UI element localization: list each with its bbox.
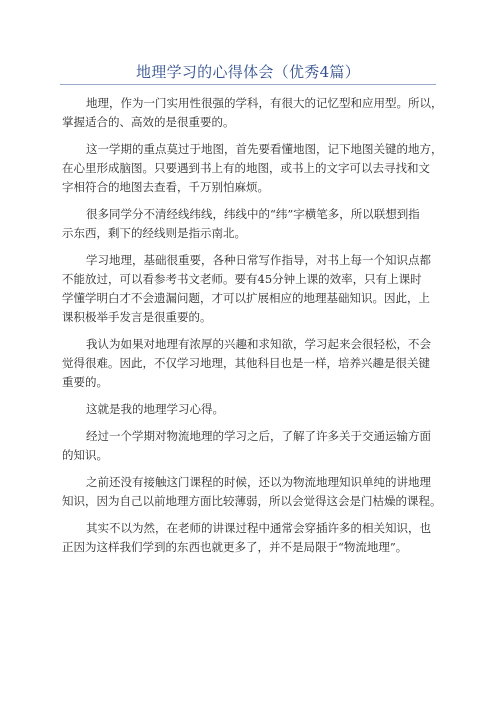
paragraph-4 — [62, 251, 442, 327]
paragraph-line: 正因为这样我们学到的东西也就更多了，并不是局限于“物流地理”。 — [62, 540, 408, 554]
paragraph-line: 知识，因为自己以前地理方面比较薄弱，所以会觉得这会是门枯燥的课程。 — [62, 494, 442, 508]
document-title: 地理学习的心得体会（优秀4篇） — [135, 63, 361, 81]
paragraph-line: 在心里形成脑图。只要遇到书上有的地图，或书上的文字可以去寻找和文 — [62, 161, 430, 175]
paragraph-5 — [62, 335, 442, 392]
paragraph-line: 之前还没有接触这门课程的时候，还以为物流地理知识单纯的讲地理 — [86, 475, 431, 489]
paragraph-7 — [62, 427, 442, 465]
paragraph-line: 不能放过，可以看参考书文老师。要有45分钟上课的效率，只有上课时 — [62, 272, 422, 286]
paragraph-9 — [62, 519, 442, 557]
paragraph-line: 很多同学分不清经线纬线，纬线中的“纬”字横笔多，所以联想到指 — [86, 207, 420, 221]
document-body — [62, 94, 442, 565]
paragraph-line: 示东西，剩下的经线则是指示南北。 — [62, 226, 246, 240]
paragraph-line: 经过一个学期对物流地理的学习之后，了解了许多关于交通运输方面 — [86, 429, 431, 443]
paragraph-6 — [62, 400, 442, 419]
paragraph-2 — [62, 140, 442, 197]
paragraph-line: 的知识。 — [62, 448, 108, 462]
paragraph-line: 字相符合的地图去查看，千万别怕麻烦。 — [62, 180, 269, 194]
paragraph-1 — [62, 94, 442, 132]
paragraph-line: 学习地理，基础很重要，各种日常写作指导，对书上每一个知识点都 — [86, 253, 431, 267]
paragraph-line: 掌握适合的、高效的是很重要的。 — [62, 115, 235, 129]
paragraph-line: 我认为如果对地理有浓厚的兴趣和求知欲，学习起来会很轻松，不会 — [86, 337, 431, 351]
paragraph-line: 地理，作为一门实用性很强的学科，有很大的记忆型和应用型。所以， — [86, 96, 443, 110]
paragraph-line: 这就是我的地理学习心得。 — [86, 402, 224, 416]
paragraph-line: 重要的。 — [62, 375, 108, 389]
paragraph-line: 觉得很难。因此，不仅学习地理，其他科目也是一样，培养兴趣是很关键 — [62, 356, 430, 370]
paragraph-line: 学懂学明白才不会遗漏问题，才可以扩展相应的地理基础知识。因此，上 — [62, 291, 430, 305]
paragraph-line: 课积极举手发言是很重要的。 — [62, 310, 212, 324]
paragraph-8 — [62, 473, 442, 511]
paragraph-line: 这一学期的重点莫过于地图，首先要看懂地图，记下地图关键的地方， — [86, 142, 443, 156]
paragraph-3 — [62, 205, 442, 243]
title-underline — [60, 84, 436, 85]
paragraph-line: 其实不以为然，在老师的讲课过程中通常会穿插许多的相关知识，也 — [86, 521, 431, 535]
